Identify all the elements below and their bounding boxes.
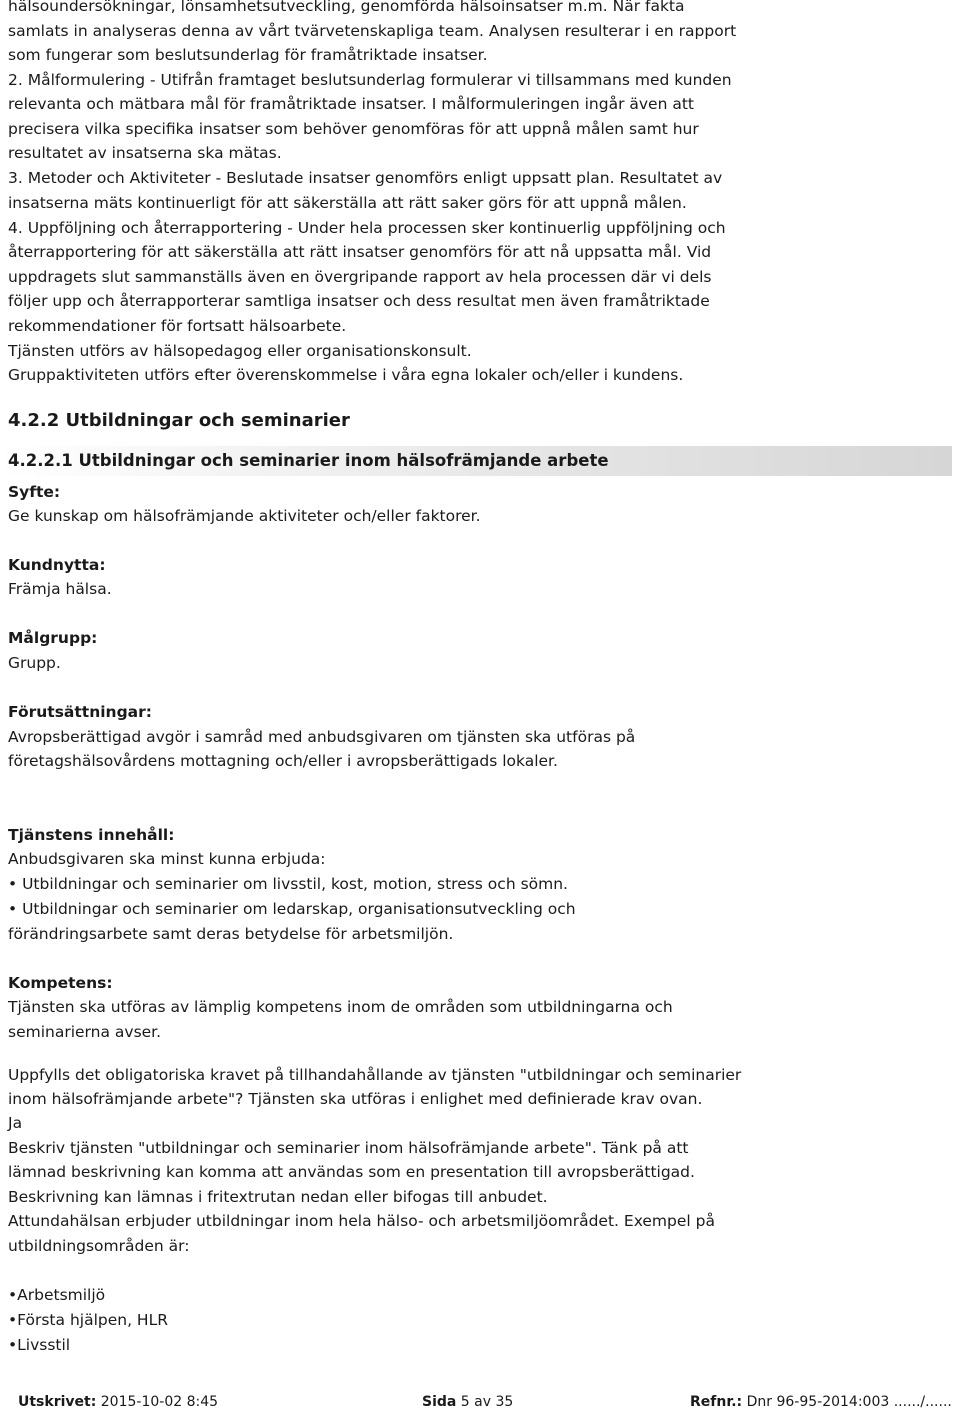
innehall-intro: Anbudsgivaren ska minst kunna erbjuda: xyxy=(8,850,326,868)
subsection-heading: 4.2.2.1 Utbildningar och seminarier inom hälsofrämjande arbete xyxy=(8,451,609,470)
area-item: •Första hjälpen, HLR xyxy=(8,1311,168,1329)
syfte-text: Ge kunskap om hälsofrämjande aktiviteter och/eller faktorer. xyxy=(8,507,481,525)
reference-number xyxy=(690,1392,952,1412)
page-label: Sida xyxy=(422,1394,457,1410)
answer-line: Uppfylls det obligatoriska kravet på tillhandahållande av tjänsten "utbildningar och seminarier xyxy=(8,1066,742,1084)
body-line: precisera vilka specifika insatser som behöver genomföras för att uppnå målen samt hur xyxy=(8,120,699,138)
malgrupp-text: Grupp. xyxy=(8,654,61,672)
body-line: 4. Uppföljning och återrapportering - Under hela processen sker kontinuerlig uppföljning och xyxy=(8,219,726,237)
kundnytta-label: Kundnytta: xyxy=(8,556,106,574)
answer-line: utbildningsområden är: xyxy=(8,1237,190,1255)
body-line: Tjänsten utförs av hälsopedagog eller organisationskonsult. xyxy=(8,342,472,360)
ref-label: Refnr.: xyxy=(690,1394,743,1410)
answer-line: Beskrivning kan lämnas i fritextrutan nedan eller bifogas till anbudet. xyxy=(8,1188,548,1206)
page-number xyxy=(422,1392,513,1412)
page-value: 5 av 35 xyxy=(456,1394,514,1410)
innehall-bullet: • Utbildningar och seminarier om ledarskap, organisationsutveckling och xyxy=(8,900,576,918)
body-line: insatserna mäts kontinuerligt för att säkerställa att rätt saker görs för att uppnå målen. xyxy=(8,194,687,212)
innehall-bullet-cont: förändringsarbete samt deras betydelse för arbetsmiljön. xyxy=(8,925,454,943)
forutsattningar-line: Avropsberättigad avgör i samråd med anbudsgivaren om tjänsten ska utföras på xyxy=(8,728,636,746)
body-line: 2. Målformulering - Utifrån framtaget beslutsunderlag formulerar vi tillsammans med kunden xyxy=(8,71,732,89)
kompetens-line: seminarierna avser. xyxy=(8,1023,162,1041)
answer-value: Ja xyxy=(8,1114,23,1132)
printed-date xyxy=(18,1392,218,1412)
body-line: följer upp och återrapporterar samtliga insatser och dess resultat men även framåtriktade xyxy=(8,292,710,310)
body-line: uppdragets slut sammanställs även en övergripande rapport av hela processen där vi dels xyxy=(8,268,712,286)
body-line: Gruppaktiviteten utförs efter överenskommelse i våra egna lokaler och/eller i kundens. xyxy=(8,366,684,384)
answer-line: Beskriv tjänsten "utbildningar och seminarier inom hälsofrämjande arbete". Tänk på att xyxy=(8,1139,689,1157)
body-line: hälsoundersökningar, lönsamhetsutveckling, genomförda hälsoinsatser m.m. När fakta xyxy=(8,0,685,15)
answer-line: Attundahälsan erbjuder utbildningar inom hela hälso- och arbetsmiljöområdet. Exempel på xyxy=(8,1212,715,1230)
kompetens-line: Tjänsten ska utföras av lämplig kompetens inom de områden som utbildningarna och xyxy=(8,998,673,1016)
body-line: relevanta och mätbara mål för framåtriktade insatser. I målformuleringen ingår även att xyxy=(8,95,694,113)
kompetens-label: Kompetens: xyxy=(8,974,113,992)
answer-line: inom hälsofrämjande arbete"? Tjänsten ska utföras i enlighet med definierade krav ovan. xyxy=(8,1090,703,1108)
body-line: återrapportering för att säkerställa att rätt insatser genomförs för att nå uppsatta mål. Vid xyxy=(8,243,712,261)
area-item: •Arbetsmiljö xyxy=(8,1286,106,1304)
printed-label: Utskrivet: xyxy=(18,1394,97,1410)
answer-line: lämnad beskrivning kan komma att användas som en presentation till avropsberättigad. xyxy=(8,1163,695,1181)
body-line: resultatet av insatserna ska mätas. xyxy=(8,144,282,162)
area-item: •Livsstil xyxy=(8,1336,71,1354)
kundnytta-text: Främja hälsa. xyxy=(8,580,112,598)
forutsattningar-label: Förutsättningar: xyxy=(8,703,152,721)
body-line: som fungerar som beslutsunderlag för framåtriktade insatser. xyxy=(8,46,488,64)
innehall-bullet: • Utbildningar och seminarier om livsstil, kost, motion, stress och sömn. xyxy=(8,875,568,893)
ref-value: Dnr 96-95-2014:003 ....../...... xyxy=(742,1394,952,1410)
section-heading: 4.2.2 Utbildningar och seminarier xyxy=(8,410,350,431)
body-line: 3. Metoder och Aktiviteter - Beslutade insatser genomförs enligt uppsatt plan. Resultatet av xyxy=(8,169,723,187)
syfte-label: Syfte: xyxy=(8,483,61,501)
body-line: rekommendationer för fortsatt hälsoarbete. xyxy=(8,317,347,335)
body-line: samlats in analyseras denna av vårt tvärvetenskapliga team. Analysen resulterar i en rapport xyxy=(8,22,737,40)
innehall-label: Tjänstens innehåll: xyxy=(8,826,175,844)
malgrupp-label: Målgrupp: xyxy=(8,629,98,647)
printed-value: 2015-10-02 8:45 xyxy=(96,1394,219,1410)
forutsattningar-line: företagshälsovårdens mottagning och/eller i avropsberättigads lokaler. xyxy=(8,752,558,770)
